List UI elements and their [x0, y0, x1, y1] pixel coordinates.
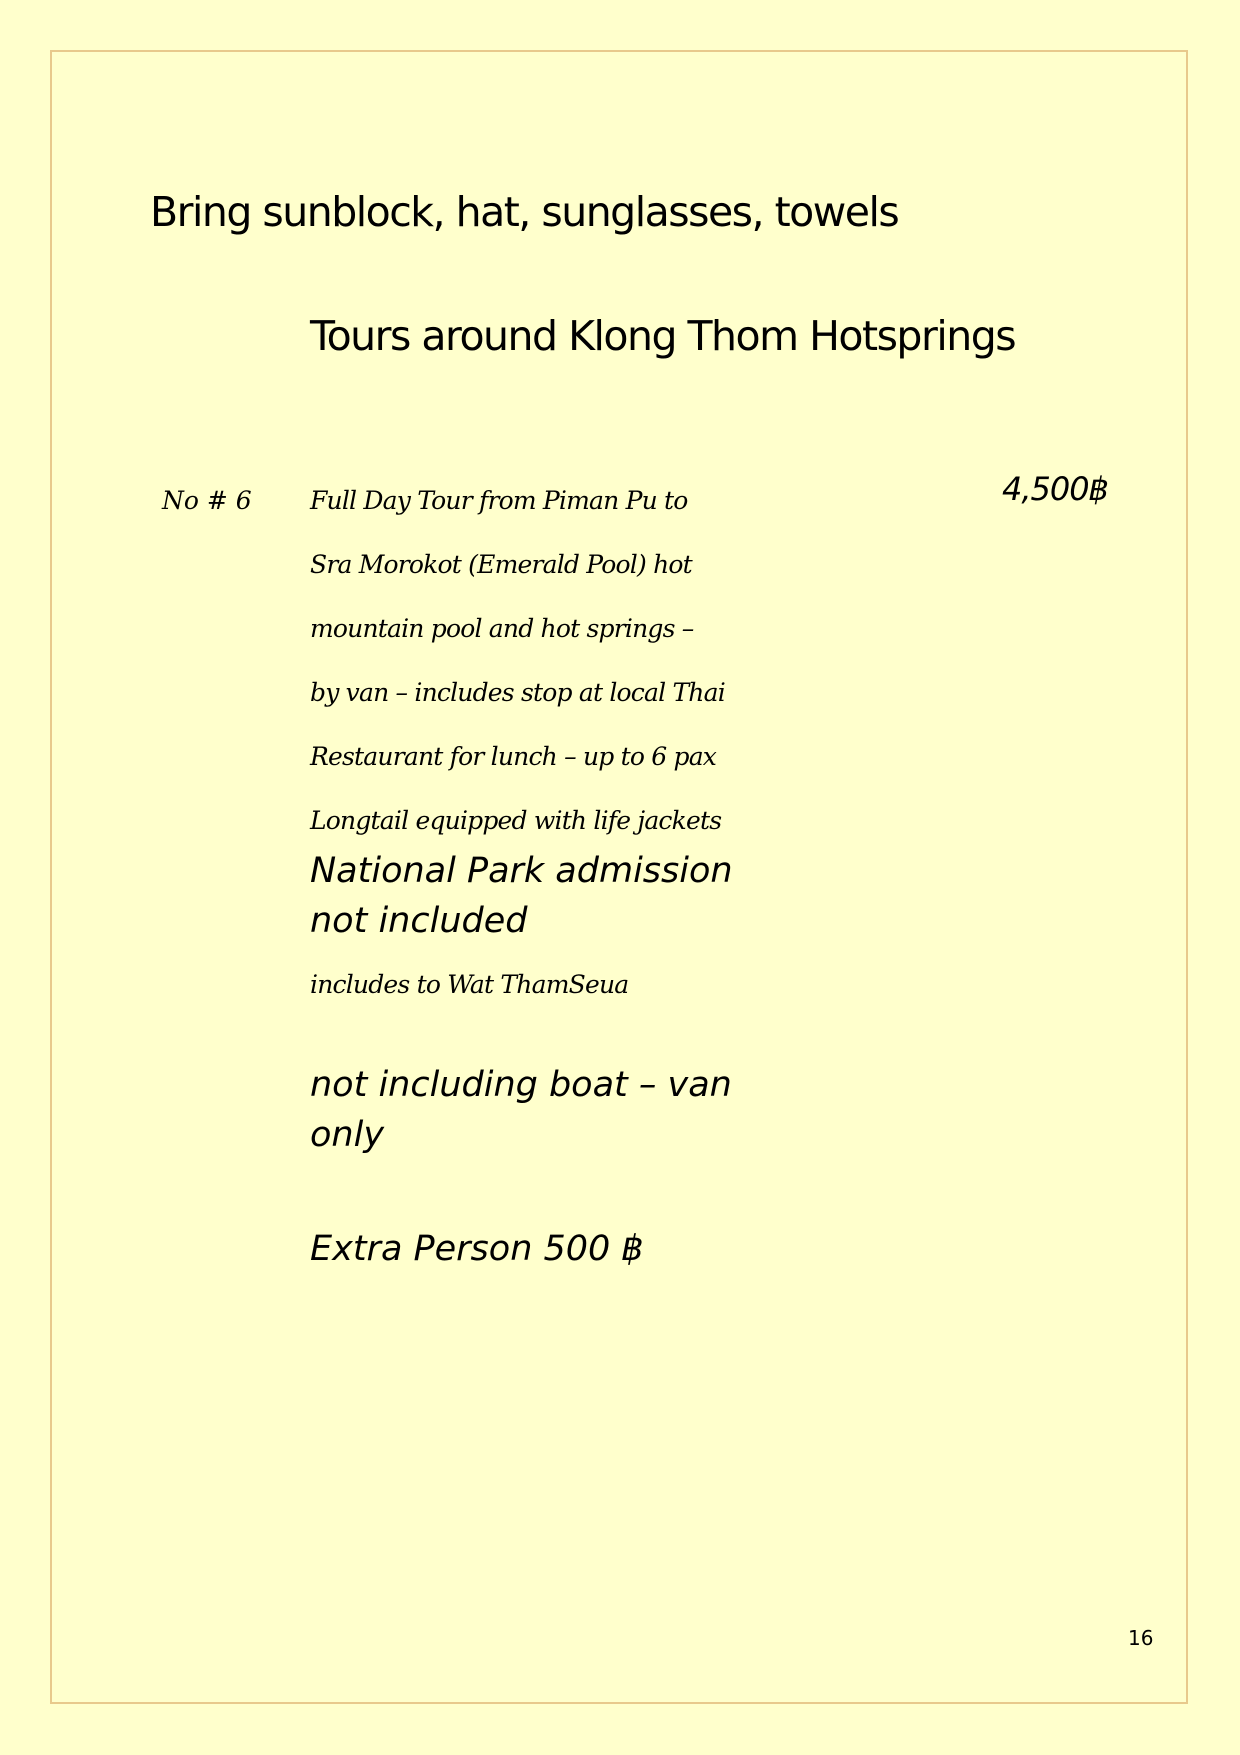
- tour-description-line: Restaurant for lunch – up to 6 pax: [310, 742, 717, 771]
- admission-note: National Park admission not included: [310, 851, 733, 941]
- section-title: Tours around Klong Thom Hotsprings: [310, 312, 1016, 360]
- tour-description-line: mountain pool and hot springs –: [310, 614, 694, 643]
- tour-description-line: Longtail equipped with life jackets: [310, 806, 722, 835]
- boat-note: not including boat – van only: [310, 1065, 732, 1155]
- tour-description-line: Sra Morokot (Emerald Pool) hot: [310, 550, 692, 579]
- packing-reminder: Bring sunblock, hat, sunglasses, towels: [150, 188, 899, 236]
- extra-person-price: Extra Person 500 ฿: [310, 1229, 644, 1269]
- page-number: 16: [1128, 1626, 1154, 1650]
- tour-number: No # 6: [162, 486, 252, 515]
- tour-price: 4,500฿: [1002, 470, 1108, 508]
- tour-description-line: by van – includes stop at local Thai: [310, 678, 725, 707]
- tour-description-line: Full Day Tour from Piman Pu to: [310, 486, 688, 515]
- includes-note: includes to Wat ThamSeua: [310, 970, 629, 999]
